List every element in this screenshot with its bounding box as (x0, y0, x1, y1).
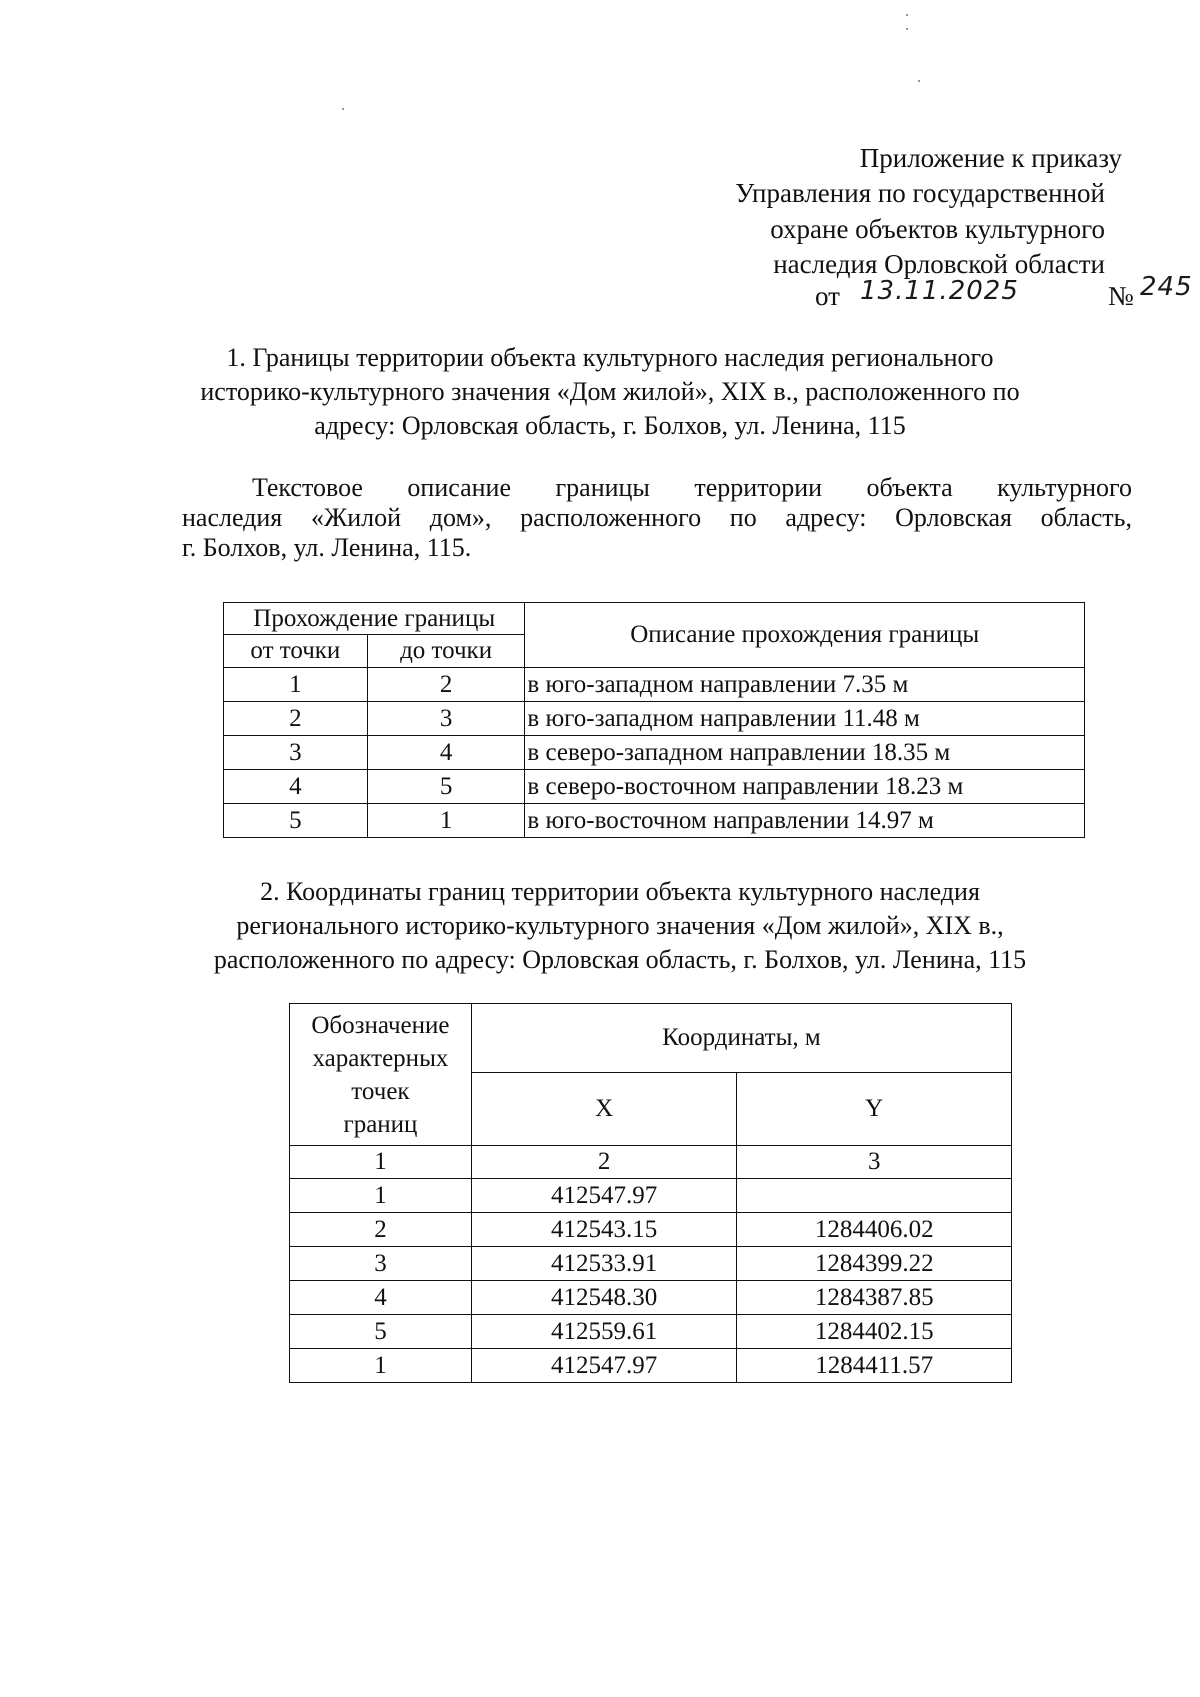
table2-x-cell: 412533.91 (471, 1247, 737, 1281)
table-row (224, 702, 1085, 736)
table2-col-number: 3 (737, 1146, 1012, 1179)
table-row (290, 1349, 1012, 1383)
table2-x-cell: 412547.97 (471, 1349, 737, 1383)
table2-point-cell: 1 (290, 1179, 472, 1213)
table2-header-y: Y (737, 1073, 1012, 1146)
table1-from-cell: 1 (224, 668, 368, 702)
header-line-1: Приложение к приказу (859, 143, 1122, 173)
table-row (290, 1179, 1012, 1213)
table-row (224, 736, 1085, 770)
table1-desc-cell: в северо-восточном направлении 18.23 м (525, 770, 1085, 804)
table1-desc-cell: в северо-западном направлении 18.35 м (525, 736, 1085, 770)
table2-header-coords: Координаты, м (471, 1004, 1011, 1073)
table1-header-group: Прохождение границы (224, 603, 525, 635)
table2-y-cell: 1284399.22 (737, 1247, 1012, 1281)
section2-title-line-3: расположенного по адресу: Орловская область, г. Болхов, ул. Ленина, 115 (213, 945, 1027, 974)
table-row (224, 668, 1085, 702)
section1-title-line-3: адресу: Орловская область, г. Болхов, ул. Ленина, 115 (314, 411, 906, 440)
table2-y-cell: 1284411.57 (737, 1349, 1012, 1383)
table1-to-cell: 5 (367, 770, 525, 804)
table1-from-cell: 4 (224, 770, 368, 804)
table2-x-cell: 412548.30 (471, 1281, 737, 1315)
table2-x-cell: 412547.97 (471, 1179, 737, 1213)
section1-text-line-1: Текстовое описание границы территории объекта культурного (252, 473, 1132, 502)
table1-to-cell: 4 (367, 736, 525, 770)
table2-col-number: 2 (471, 1146, 737, 1179)
table1-to-cell: 3 (367, 702, 525, 736)
scan-speck (906, 14, 908, 16)
section1-text-line-3: г. Болхов, ул. Ленина, 115. (182, 533, 472, 562)
boundary-description-table (223, 602, 1085, 838)
date-prefix: от (815, 281, 840, 311)
table2-header-point-line-4: границ (343, 1110, 418, 1138)
section1-title-line-1: 1. Границы территории объекта культурного наследия регионального (226, 343, 994, 372)
table1-header-from: от точки (224, 635, 368, 668)
table-row (290, 1247, 1012, 1281)
table2-header-x: X (471, 1073, 737, 1146)
scan-speck (918, 80, 920, 82)
section1-title-line-2: историко-культурного значения «Дом жилой», XIX в., расположенного по (200, 377, 1020, 406)
table-row (290, 1213, 1012, 1247)
table2-point-cell: 5 (290, 1315, 472, 1349)
section2-title-line-2: регионального историко-культурного значения «Дом жилой», XIX в., (236, 911, 1004, 940)
header-line-3: охране объектов культурного (770, 214, 1105, 244)
table1-desc-cell: в юго-западном направлении 7.35 м (525, 668, 1085, 702)
handwritten-date: 13.11.2025 (860, 276, 1019, 306)
table-row (290, 1281, 1012, 1315)
table2-x-cell: 412559.61 (471, 1315, 737, 1349)
table-row (224, 770, 1085, 804)
table2-point-cell: 4 (290, 1281, 472, 1315)
table1-header-to: до точки (367, 635, 525, 668)
table1-from-cell: 5 (224, 804, 368, 838)
table2-col-number: 1 (290, 1146, 472, 1179)
table1-to-cell: 2 (367, 668, 525, 702)
table1-from-cell: 2 (224, 702, 368, 736)
section2-title-line-1: 2. Координаты границ территории объекта культурного наследия (260, 877, 980, 906)
table-row (290, 1315, 1012, 1349)
table1-from-cell: 3 (224, 736, 368, 770)
table1-desc-cell: в юго-западном направлении 11.48 м (525, 702, 1085, 736)
table2-header-point (290, 1004, 472, 1146)
handwritten-number: 245 (1140, 272, 1193, 302)
table1-header-desc: Описание прохождения границы (525, 603, 1085, 668)
table2-y-cell: 1284387.85 (737, 1281, 1012, 1315)
table2-header-point-line-1: Обозначение (311, 1011, 450, 1039)
table2-point-cell: 3 (290, 1247, 472, 1281)
scan-speck (342, 108, 344, 110)
coordinates-table (289, 1003, 1012, 1383)
table2-point-cell: 1 (290, 1349, 472, 1383)
table2-header-point-line-2: характерных (312, 1044, 449, 1072)
table2-y-cell (737, 1179, 1012, 1213)
table2-y-cell: 1284402.15 (737, 1315, 1012, 1349)
table2-x-cell: 412543.15 (471, 1213, 737, 1247)
number-prefix: № (1108, 281, 1134, 311)
table1-to-cell: 1 (367, 804, 525, 838)
table2-y-cell: 1284406.02 (737, 1213, 1012, 1247)
header-line-2: Управления по государственной (735, 178, 1105, 208)
table2-header-point-line-3: точек (351, 1077, 410, 1105)
header-line-4: наследия Орловской области (773, 249, 1105, 279)
section1-text-line-2: наследия «Жилой дом», расположенного по адресу: Орловская область, (182, 503, 1132, 532)
table2-point-cell: 2 (290, 1213, 472, 1247)
scan-speck (906, 28, 908, 30)
table1-desc-cell: в юго-восточном направлении 14.97 м (525, 804, 1085, 838)
table-row (224, 804, 1085, 838)
